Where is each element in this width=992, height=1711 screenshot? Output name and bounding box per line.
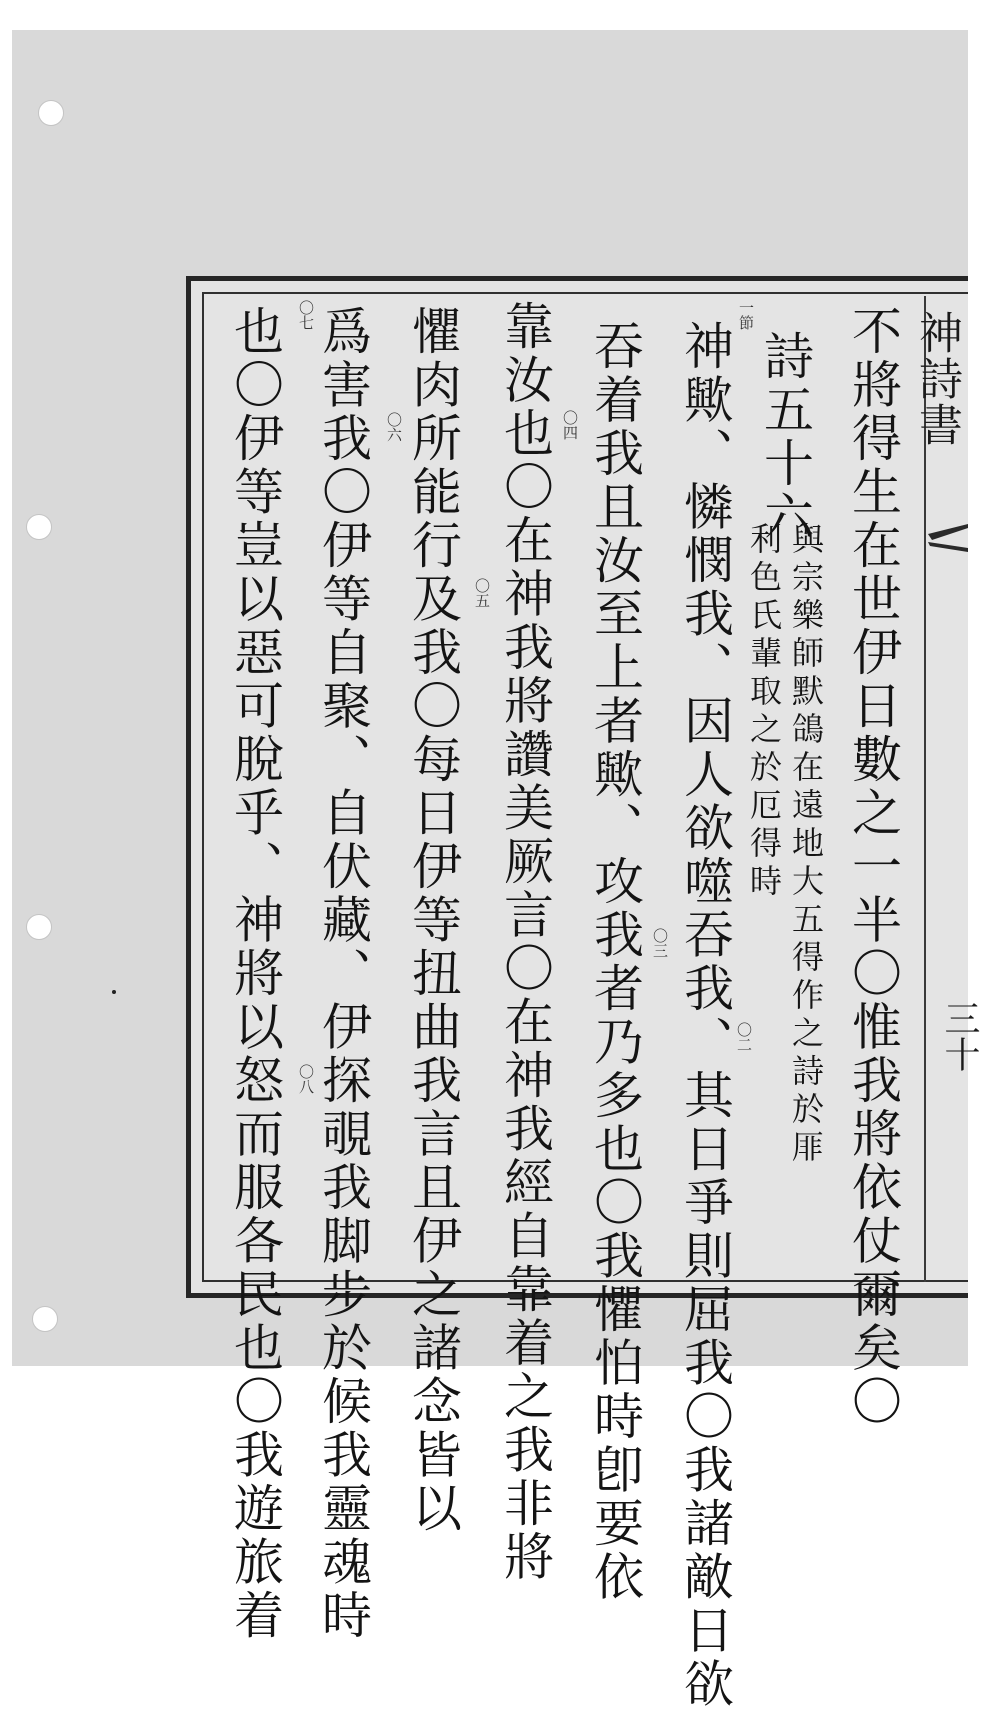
text-column-4: 神歟、憐憫我、因人欲噬吞我、其日爭則屈我〇我諸敵日欲 <box>676 320 734 1711</box>
ink-speck <box>112 990 116 994</box>
punch-hole <box>38 100 64 126</box>
psalm-subtitle-line-1: 與宗樂師默鴿在遠地大五得作之詩於厞 <box>787 522 825 1168</box>
verse-marker-8: 〇八 <box>297 1064 315 1094</box>
punch-hole <box>32 1306 58 1332</box>
volume-title: 神詩書 <box>911 310 962 448</box>
section-marker: 一節 <box>737 300 755 330</box>
verse-marker-4: 〇四 <box>561 410 579 440</box>
page-number: 三十 <box>939 1000 980 1072</box>
text-column-6: 靠汝也〇在神我將讚美厥言〇在神我經自靠着之我非將 <box>496 300 554 1584</box>
verse-marker-6: 〇六 <box>385 412 403 442</box>
text-column-8: 爲害我〇伊等自聚、自伏藏、伊探覗我脚步於候我靈魂時 <box>314 305 372 1643</box>
text-column-1: 不將得生在世伊日數之一半〇惟我將依仗爾矣〇 <box>844 305 902 1429</box>
punch-hole <box>26 914 52 940</box>
punch-hole <box>26 514 52 540</box>
verse-marker-2: 〇二 <box>735 1022 753 1052</box>
verse-marker-3: 〇三 <box>651 928 669 958</box>
fish-tail-mark-icon <box>928 520 968 560</box>
verse-marker-5: 〇五 <box>473 578 491 608</box>
text-column-7: 懼肉所能行及我〇每日伊等扭曲我言且伊之諸念皆以 <box>404 305 462 1536</box>
psalm-subtitle-line-2: 利色氏輩取之於厄得時 <box>745 522 783 902</box>
text-column-9: 也〇伊等豈以惡可脫乎、神將以怒而服各民也〇我遊旅着 <box>226 305 284 1643</box>
psalm-heading: 詩五十六 <box>756 330 814 544</box>
text-column-5: 吞着我且汝至上者歟、攻我者乃多也〇我懼怕時卽要依 <box>586 320 644 1604</box>
verse-marker-7: 〇七 <box>297 300 315 330</box>
